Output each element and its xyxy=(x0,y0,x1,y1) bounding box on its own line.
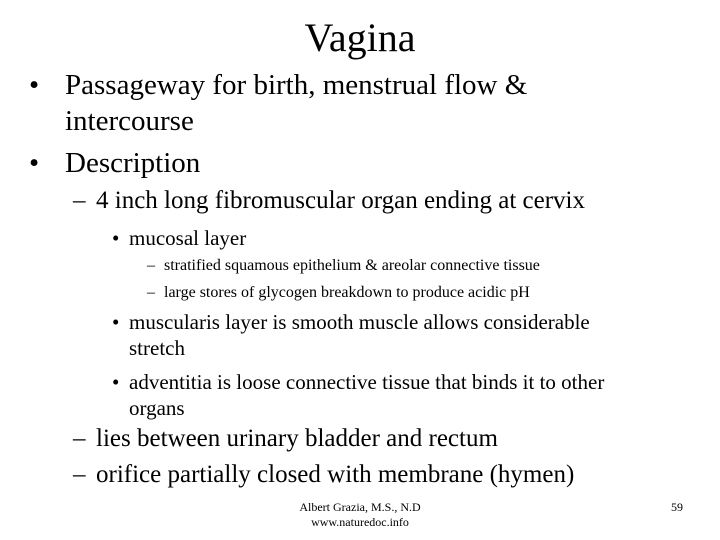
slide-footer xyxy=(240,500,480,530)
bullet-text: 4 inch long fibromuscular organ ending at cervix xyxy=(96,187,585,214)
bullet-marker: – xyxy=(147,257,155,274)
bullet-text: organs xyxy=(129,396,185,420)
bullet-marker: • xyxy=(112,226,120,250)
bullet-marker: • xyxy=(112,370,120,394)
bullet-text: orifice partially closed with membrane (hymen) xyxy=(96,461,575,488)
bullet-text: intercourse xyxy=(65,105,194,137)
bullet-text: Passageway for birth, menstrual flow & xyxy=(65,69,528,101)
bullet-marker: – xyxy=(73,461,86,488)
bullet-text: mucosal layer xyxy=(129,226,247,250)
bullet-marker: – xyxy=(73,187,86,214)
bullet-marker: • xyxy=(29,147,40,179)
bullet-text: Description xyxy=(65,147,201,179)
bullet-text: stratified squamous epithelium & areolar connective tissue xyxy=(164,257,540,274)
bullet-marker: – xyxy=(73,425,86,452)
page-number: 59 xyxy=(671,500,683,514)
bullet-text: large stores of glycogen breakdown to produce acidic pH xyxy=(164,284,530,301)
footer-website: www.naturedoc.info xyxy=(311,515,409,529)
bullet-marker: – xyxy=(147,284,155,301)
bullet-text: muscularis layer is smooth muscle allows considerable xyxy=(129,310,590,334)
bullet-marker: • xyxy=(112,310,120,334)
bullet-marker: • xyxy=(29,69,40,101)
bullet-text: lies between urinary bladder and rectum xyxy=(96,425,498,452)
slide-title: Vagina xyxy=(304,15,416,60)
bullet-text: stretch xyxy=(129,336,185,360)
bullet-text: adventitia is loose connective tissue that binds it to other xyxy=(129,370,605,394)
footer-author: Albert Grazia, M.S., N.D xyxy=(299,500,421,514)
